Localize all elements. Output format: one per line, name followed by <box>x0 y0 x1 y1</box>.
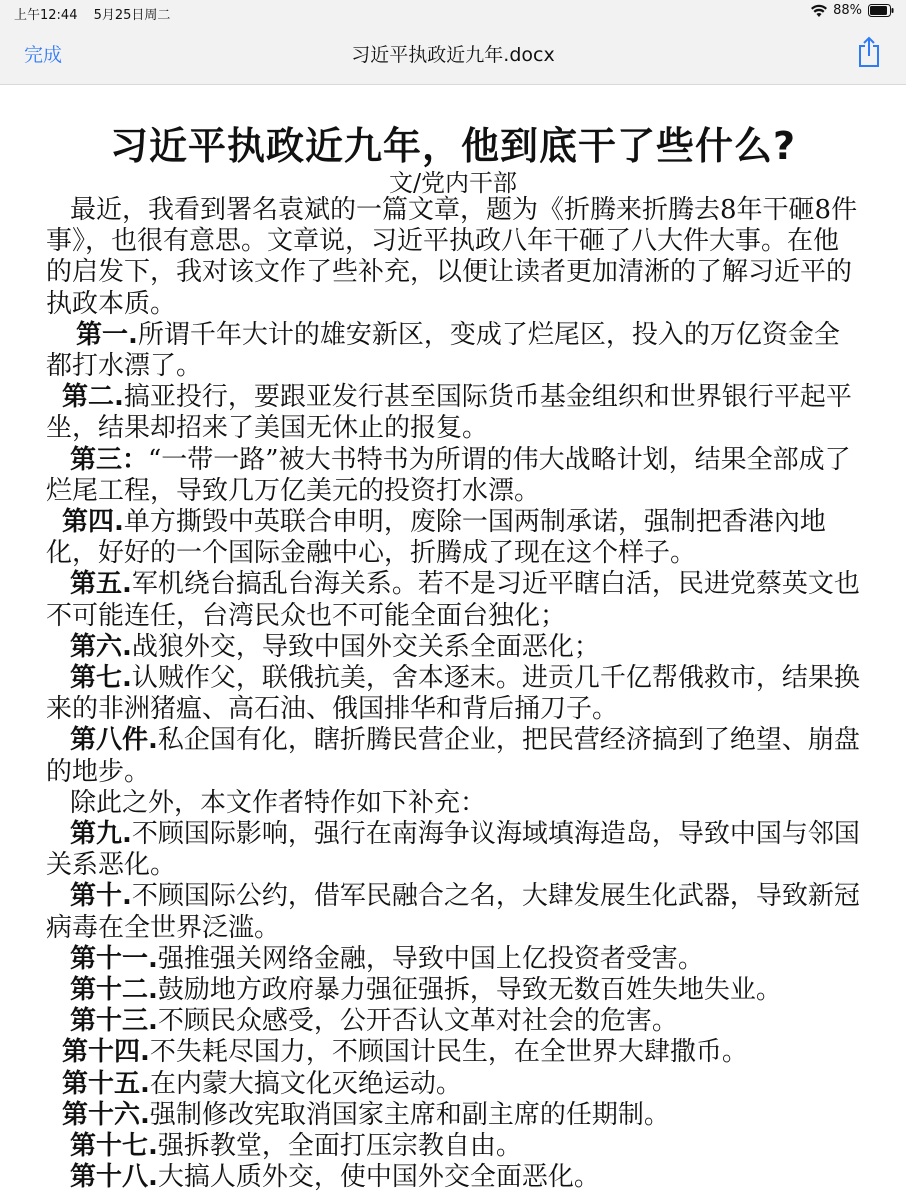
item-paragraph: 第十三.不顾民众感受，公开否认文革对社会的危害。 <box>70 1006 678 1037</box>
supplement-intro: 除此之外，本文作者特作如下补充： <box>70 787 487 818</box>
item-paragraph: 第八件.私企国有化，瞎折腾民营企业，把民营经济搞到了绝望、崩盘的地步。 <box>46 725 860 787</box>
document-body <box>46 195 862 1194</box>
item-paragraph: 第十二.鼓励地方政府暴力强征强拆，导致无数百姓失地失业。 <box>70 975 782 1006</box>
share-icon[interactable] <box>856 36 882 68</box>
item-paragraph: 第十四.不失耗尽国力，不顾国计民生，在全世界大肆撒币。 <box>62 1037 748 1068</box>
item-paragraph: 第六.战狼外交，导致中国外交关系全面恶化； <box>70 631 600 662</box>
wifi-icon <box>811 4 827 18</box>
document-title: 习近平执政近九年，他到底干了些什么? <box>109 124 797 168</box>
status-date: 5月25日周二 <box>93 8 171 23</box>
item-paragraph: 第九.不顾国际影响，强行在南海争议海域填海造岛，导致中国与邻国关系恶化。 <box>46 819 860 881</box>
item-paragraph: 第四.单方撕毁中英联合申明，废除一国两制承诺，强制把香港內地化，好好的一个国际金融中心，折腾成了现在这个样子。 <box>46 507 826 569</box>
item-paragraph: 第七.认贼作父，联俄抗美，舍本逐末。进贡几千亿帮俄救市，结果换来的非洲猪瘟、高石油、俄国排华和背后捅刀子。 <box>46 663 860 725</box>
document-author: 文/党内干部 <box>388 169 518 197</box>
item-paragraph: 第五.军机绕台搞乱台海关系。若不是习近平瞎白活，民进党蔡英文也不可能连任，台湾民众也不可能全面台独化； <box>46 569 860 631</box>
item-paragraph: 第十六.强制修改宪取消国家主席和副主席的任期制。 <box>62 1099 670 1130</box>
done-button[interactable]: 完成 <box>24 44 63 66</box>
item-paragraph: 第一.所谓千年大计的雄安新区，变成了烂尾区，投入的万亿资金全都打水漂了。 <box>46 319 840 382</box>
status-right <box>811 3 894 18</box>
status-time: 上午12:44 <box>14 8 78 23</box>
item-paragraph: 第十五.在内蒙大搞文化灭绝运动。 <box>62 1068 462 1099</box>
status-left <box>14 4 182 23</box>
item-paragraph: 第十七.强拆教堂，全面打压宗教自由。 <box>70 1131 522 1162</box>
nav-bar <box>0 24 906 85</box>
item-paragraph: 第三：“一带一路”被大书特书为所谓的伟大战略计划，结果全部成了烂尾工程，导致几万亿美元的投资打水漂。 <box>46 444 851 506</box>
battery-icon <box>868 4 894 17</box>
document-filename: 习近平执政近九年.docx <box>351 44 555 66</box>
item-paragraph: 第十一.强推强关网络金融，导致中国上亿投资者受害。 <box>70 943 704 974</box>
item-paragraph: 第二.搞亚投行，要跟亚发行甚至国际货币基金组织和世界银行平起平坐，结果却招来了美国无休止的报复。 <box>46 382 852 444</box>
status-bar <box>0 0 906 24</box>
battery-percent: 88% <box>833 3 862 18</box>
document-view[interactable] <box>0 85 906 1200</box>
item-paragraph: 第十.不顾国际公约，借军民融合之名，大肆发展生化武器，导致新冠病毒在全世界泛滥。 <box>46 881 860 943</box>
item-paragraph: 第十八.大搞人质外交，使中国外交全面恶化。 <box>70 1162 600 1193</box>
intro-paragraph: 最近，我看到署名袁斌的一篇文章，题为《折腾来折腾去8年干砸8件事》，也很有意思。文章说，习近平执政八年干砸了八大件大事。在他的启发下，我对该文作了些补充，以便让读者更加清淅的了解习近平的执政本质。 <box>46 195 858 319</box>
